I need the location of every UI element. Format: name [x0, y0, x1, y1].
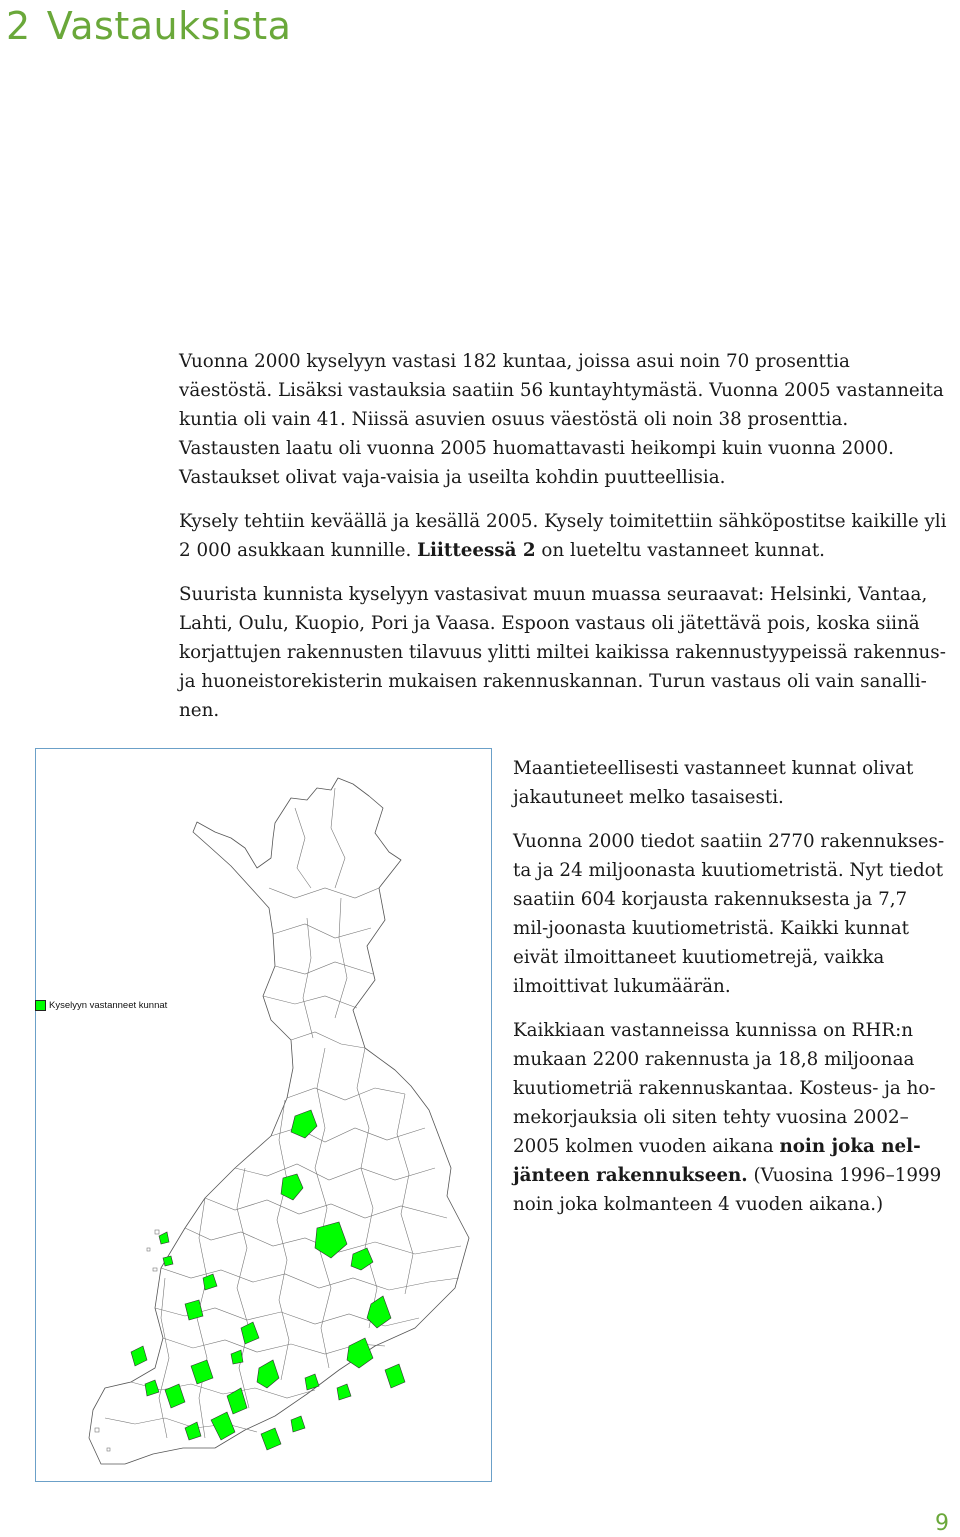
- legend-label: Kyselyyn vastanneet kunnat: [49, 1000, 168, 1011]
- side-paragraph-2: Vuonna 2000 tiedot saatiin 2770 rakennukses-ta ja 24 miljoonasta kuutiometristä. Nyt tiedot saatiin 604 korjausta rakennuksesta ja 7,7 mil-joonasta kuutiometristä. Kaikki kunnat eivät ilmoittaneet kuutiometrejä, vaikka ilmoittivat lukumäärän.: [513, 831, 945, 997]
- responding-municipality: [159, 1232, 169, 1244]
- intro-paragraph-1: Vuonna 2000 kyselyyn vastasi 182 kuntaa, joissa asui noin 70 prosenttia väestöstä. Lisäksi vastauksia saatiin 56 kuntayhtymästä. Vuonna 2005 vastanneita kuntia oli vain 41. Niissä asuvien osuus väestöstä oli noin 38 prosenttia. Vastausten laatu oli vuonna 2005 huomattavasti heikompi kuin vuonna 2000. Vastaukset olivat vaja-vaisia ja useilta kohdin puutteellisia.: [179, 351, 944, 488]
- responding-municipality: [131, 1346, 147, 1366]
- intro-paragraph-2-text-a: Kysely tehtiin keväällä ja kesällä 2005. Kysely toimitettiin sähköpostitse kaikille yli 2 000 asukkaan kunnille.: [179, 511, 947, 561]
- side-paragraph-3: [513, 1016, 945, 1219]
- chapter-number: 2: [6, 4, 31, 48]
- side-text: [513, 754, 945, 1234]
- intro-paragraph-3: Suurista kunnista kyselyyn vastasivat muun muassa seuraavat: Helsinki, Vantaa, Lahti, Oulu, Kuopio, Pori ja Vaasa. Espoon vastaus oli jätettävä pois, koska siinä korjattujen rakennusten tilavuus ylitti miltei kaikissa rakennustyypeissä rakennus-ja huoneistorekisterin mukaisen rakennuskannan. Turun vastaus oli vain sanalli-nen.: [179, 584, 946, 721]
- intro-text: [179, 347, 947, 740]
- side-paragraph-3-text-b: (Vuosina 1996–1999 noin joka kolmanteen 4 vuoden aikana.): [513, 1165, 942, 1215]
- intro-paragraph-2: [179, 507, 947, 565]
- responding-municipality: [163, 1256, 173, 1266]
- side-paragraph-3-bold: noin joka nel-jänteen rakennukseen.: [513, 1136, 921, 1186]
- finland-outline: [89, 778, 469, 1464]
- side-paragraph-1: Maantieteellisesti vastanneet kunnat olivat jakautuneet melko tasaisesti.: [513, 758, 914, 808]
- map-legend: [35, 1000, 167, 1011]
- appendix-reference: Liitteessä 2: [417, 540, 536, 561]
- finland-municipality-map: [35, 748, 492, 1482]
- legend-swatch: [35, 1000, 46, 1011]
- responding-municipality: [337, 1384, 351, 1400]
- responding-municipality: [261, 1428, 281, 1450]
- intro-paragraph-2-text-b: on lueteltu vastanneet kunnat.: [535, 540, 825, 561]
- chapter-heading: [6, 0, 291, 56]
- chapter-title: Vastauksista: [46, 4, 292, 48]
- page-number: 9: [935, 1511, 949, 1536]
- responding-municipality: [385, 1364, 405, 1388]
- side-paragraph-3-text-a: Kaikkiaan vastanneissa kunnissa on RHR:n mukaan 2200 rakennusta ja 18,8 miljoonaa kuutiometriä rakennuskantaa. Kosteus- ja ho-mekorjauksia oli siten tehty vuosina 2002–2005 kolmen vuoden aikana: [513, 1020, 936, 1157]
- responding-municipality: [291, 1416, 305, 1432]
